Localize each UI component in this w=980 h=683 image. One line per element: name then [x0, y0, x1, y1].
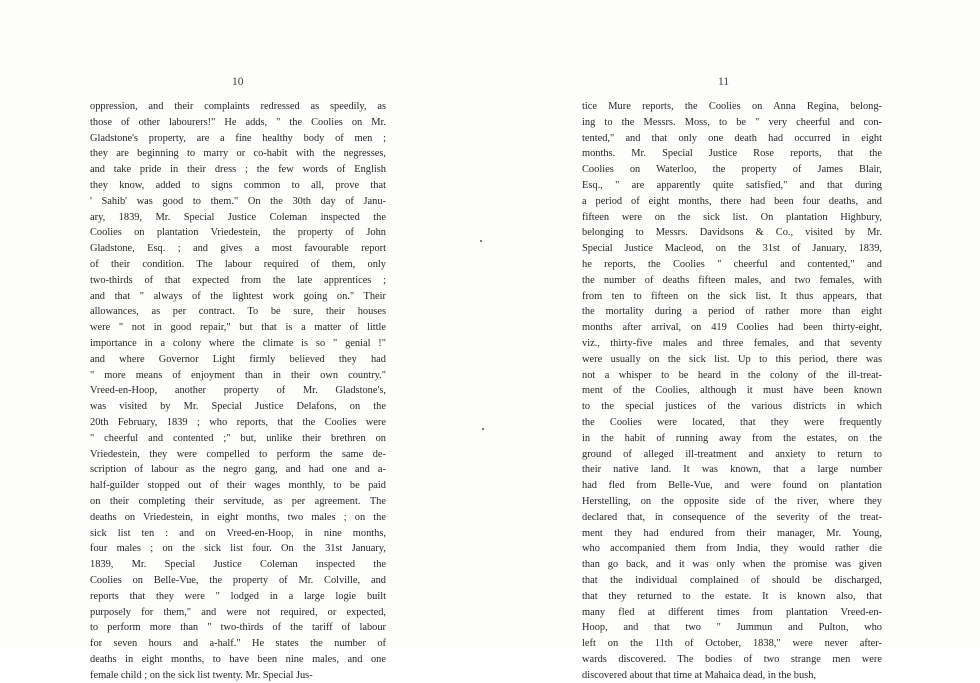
text-line: they know, added to signs common to all, prove that: [90, 179, 386, 191]
page-body-text: [90, 99, 386, 683]
text-line: Coolies on plantation Vriedestein, the property of John: [90, 227, 386, 239]
text-line: Vreed-en-Hoop, another property of Mr. Gladstone's,: [90, 385, 386, 397]
text-line: deaths on Vriedestein, in eight months, two males ; on the: [90, 511, 386, 523]
scan-speck: [482, 428, 484, 430]
text-line: months after arrival, on 419 Coolies had been thirty-eight,: [582, 322, 882, 334]
text-line: a period of eight months, there had been four deaths, and: [582, 195, 882, 207]
right-page: [490, 0, 980, 681]
page-body-text: [582, 99, 882, 683]
text-line: left on the 11th of October, 1838," were never after-: [582, 638, 882, 650]
text-line: to the special justices of the various districts in which: [582, 401, 882, 413]
text-line: " more means of enjoyment than in their own country.": [90, 369, 386, 381]
text-line: fifteen were on the sick list. On plantation Highbury,: [582, 211, 882, 223]
text-line: discovered about that time at Mahaica dead, in the bush,: [582, 669, 817, 681]
text-line: had fled from Belle-Vue, and were found on plantation: [582, 480, 882, 492]
text-line: and take pride in their dress ; the few words of English: [90, 164, 386, 176]
text-line: wards discovered. The bodies of two strange men were: [582, 653, 882, 665]
text-line: reports that they were " lodged in a large logie built: [90, 590, 386, 602]
text-line: Coolies on Waterloo, the property of James Blair,: [582, 164, 882, 176]
text-line: of their condition. The labour required of them, only: [90, 258, 386, 270]
text-line: Gladstone, Esq. ; and gives a most favourable report: [90, 243, 386, 255]
text-line: tented," and that only one death had occurred in eight: [582, 132, 882, 144]
left-page: [0, 0, 490, 681]
text-line: ment of the Coolies, although it must have been known: [582, 385, 882, 397]
text-line: Special Justice Macleod, on the 31st of January, 1839,: [582, 243, 882, 255]
text-line: viz., thirty-five males and three females, and that seventy: [582, 337, 882, 349]
text-line: half-guilder stopped out of their wages monthly, to be paid: [90, 480, 386, 492]
text-line: oppression, and their complaints redressed as speedily, as: [90, 101, 386, 112]
text-line: Esq., " are apparently quite satisfied," and that during: [582, 179, 882, 191]
text-line: that they returned to the estate. It is known also, that: [582, 590, 882, 602]
text-line: ment they had endured from their manager, Mr. Young,: [582, 527, 882, 539]
page-number: 11: [718, 76, 730, 88]
text-line: he reports, the Coolies " cheerful and contented," and: [582, 258, 882, 270]
text-line: and where Governor Light firmly believed they had: [90, 353, 386, 365]
text-line: the mortality during a period of rather more than eight: [582, 306, 882, 318]
text-line: their native land. It was known, that a large number: [582, 464, 882, 476]
text-line: who accompanied them from India, they would rather die: [582, 543, 882, 555]
text-line: that the individual complained of should be discharged,: [582, 574, 882, 586]
text-line: ' Sahib' was good to them." On the 30th day of Janu-: [90, 195, 386, 207]
text-line: were usually on the sick list. Up to this period, there was: [582, 353, 882, 365]
text-line: four males ; on the sick list four. On the 31st January,: [90, 543, 386, 555]
text-line: 20th February, 1839 ; who reports, that the Coolies were: [90, 416, 386, 428]
text-line: ground of alleged ill-treatment and anxiety to return to: [582, 448, 882, 460]
text-line: two-thirds of that expected from the late apprentices ;: [90, 274, 386, 286]
text-line: than go back, and it was only when the promise was given: [582, 559, 882, 571]
text-line: 1839, Mr. Special Justice Coleman inspected the: [90, 559, 386, 571]
text-line: Gladstone's property, are a fine healthy body of men ;: [90, 132, 386, 144]
text-line: ing to the Messrs. Moss, to be " very cheerful and con-: [582, 116, 882, 128]
text-line: for seven hours and a-half." He states the number of: [90, 638, 386, 650]
text-line: and that " always of the lightest work going on." Their: [90, 290, 386, 302]
text-line: belonging to Messrs. Davidsons & Co., visited by Mr.: [582, 227, 882, 239]
text-line: importance in a colony where the climate is so " genial !": [90, 337, 386, 349]
text-line: Hoop, and that two " Jummun and Pulton, who: [582, 622, 882, 634]
text-line: on their completing their servitude, as per agreement. The: [90, 495, 386, 507]
text-line: female child ; on the sick list twenty. Mr. Special Jus-: [90, 669, 313, 681]
text-line: those of other labourers!" He adds, " the Coolies on Mr.: [90, 116, 386, 128]
text-line: the Coolies were located, that they were frequently: [582, 416, 882, 428]
text-line: tice Mure reports, the Coolies on Anna Regina, belong-: [582, 101, 882, 112]
text-line: Vriedestein, they were compelled to perform the same de-: [90, 448, 386, 460]
scan-speck: [480, 240, 482, 242]
text-line: allowances, as per contract. To be sure, their houses: [90, 306, 386, 318]
text-line: in the habit of running away from the estates, on the: [582, 432, 882, 444]
text-line: purposely for them," and were not required, or expected,: [90, 606, 386, 618]
page-number: 10: [232, 76, 244, 88]
text-line: they are beginning to marry or co-habit with the negresses,: [90, 148, 386, 160]
text-line: scription of labour as the negro gang, and had one and a-: [90, 464, 386, 476]
text-line: to perform more than " two-thirds of the tariff of labour: [90, 622, 386, 634]
text-line: sick list ten : and on Vreed-en-Hoop, in nine months,: [90, 527, 386, 539]
text-line: not a whisper to be heard in the colony of the ill-treat-: [582, 369, 882, 381]
text-line: Herstelling, on the opposite side of the river, where they: [582, 495, 882, 507]
text-line: ary, 1839, Mr. Special Justice Coleman inspected the: [90, 211, 386, 223]
text-line: were " not in good repair," but that is a matter of little: [90, 322, 386, 334]
text-line: declared that, in consequence of the severity of the treat-: [582, 511, 882, 523]
text-line: many fled at different times from plantation Vreed-en-: [582, 606, 882, 618]
text-line: deaths in eight months, to have been nine males, and one: [90, 653, 386, 665]
text-line: the number of deaths fifteen males, and two females, with: [582, 274, 882, 286]
text-line: was visited by Mr. Special Justice Delafons, on the: [90, 401, 386, 413]
text-line: " cheerful and contented ;" but, unlike their brethren on: [90, 432, 386, 444]
text-line: months. Mr. Special Justice Rose reports, that the: [582, 148, 882, 160]
text-line: Coolies on Belle-Vue, the property of Mr. Colville, and: [90, 574, 386, 586]
text-line: from ten to fifteen on the sick list. It thus appears, that: [582, 290, 882, 302]
